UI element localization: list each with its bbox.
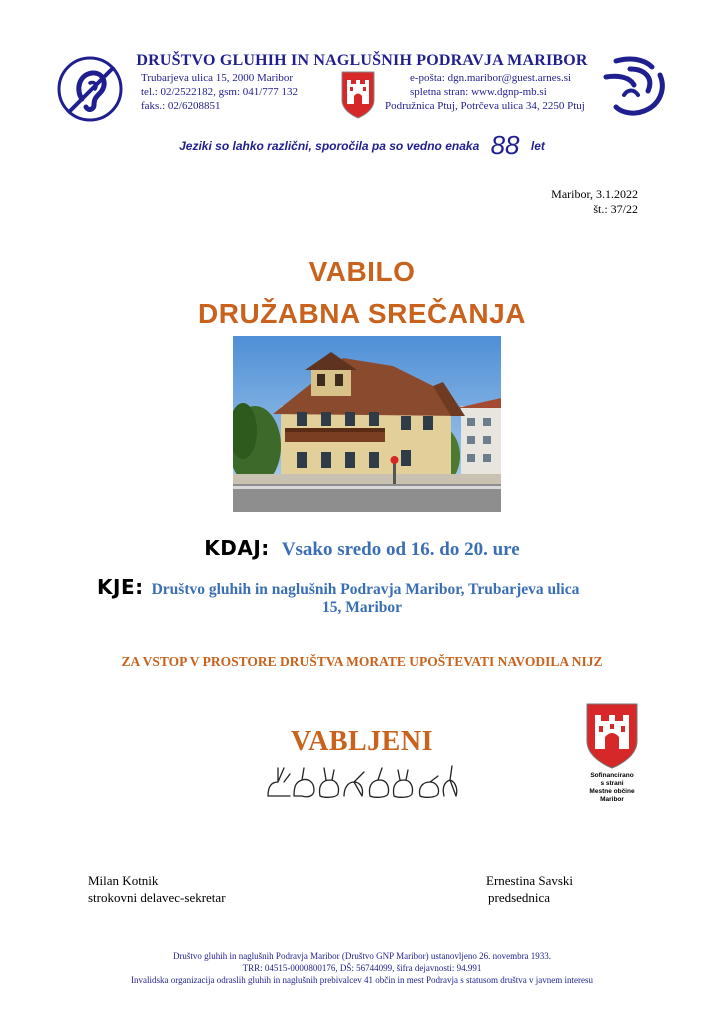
signatory-left-name: Milan Kotnik xyxy=(88,873,159,888)
header-address: Trubarjeva ulica 15, 2000 Maribor xyxy=(141,72,294,84)
cofinanced-line1: Sofinancirano xyxy=(590,772,634,779)
house-photo xyxy=(233,336,501,512)
header-branch: Podružnica Ptuj, Potrčeva ulica 34, 2250 Ptuj xyxy=(385,100,585,112)
signature-right xyxy=(486,872,573,906)
organization-name: DRUŠTVO GLUHIH IN NAGLUŠNIH PODRAVJA MARIBOR xyxy=(136,52,588,69)
welcome-text: VABLJENI xyxy=(291,726,433,757)
footer-line-2: TRR: 04515-0000800176, DŠ: 56744099, šifra dejavnosti: 94.991 xyxy=(242,963,482,973)
header-web: spletna stran: www.dgnp-mb.si xyxy=(410,86,547,98)
date-block xyxy=(551,187,638,217)
coat-of-arms-icon xyxy=(340,70,376,120)
signature-left xyxy=(88,872,226,906)
cofinanced-line3: Mestne občine xyxy=(589,788,635,795)
cofinanced-line2: s strani xyxy=(600,780,624,787)
signatory-right-role: predsednica xyxy=(488,890,551,905)
invitation-subtitle: DRUŽABNA SREČANJA xyxy=(198,298,526,329)
signatory-right-name: Ernestina Savski xyxy=(486,873,574,888)
motto-years: 88 xyxy=(490,130,520,160)
where-row xyxy=(97,575,579,599)
place-date: Maribor, 3.1.2022 xyxy=(551,187,638,201)
nijz-notice: ZA VSTOP V PROSTORE DRUŠTVA MORATE UPOŠTEVATI NAVODILA NIJZ xyxy=(121,654,603,669)
where-value-line1: Društvo gluhih in naglušnih Podravja Maribor, Trubarjeva ulica xyxy=(151,581,580,598)
footer-line-1: Društvo gluhih in naglušnih Podravja Maribor (Društvo GNP Maribor) ustanovljeno 26. novembra 1933. xyxy=(172,951,552,961)
when-label: KDAJ: xyxy=(204,536,270,560)
maribor-crest xyxy=(584,701,640,771)
motto xyxy=(0,130,724,161)
where-value-line2: 15, Maribor xyxy=(321,599,403,616)
cofinanced-line4: Maribor xyxy=(600,796,624,803)
when-row xyxy=(0,536,724,561)
signatory-left-role: strokovni delavec-sekretar xyxy=(88,890,226,905)
cofinanced-text xyxy=(580,772,644,804)
header-email: e-pošta: dgn.maribor@guest.arnes.si xyxy=(410,72,572,84)
header-fax: faks.: 02/6208851 xyxy=(141,100,221,112)
motto-text: Jeziki so lahko različni, sporočila pa so vedno enaka xyxy=(179,139,480,153)
motto-years-unit: let xyxy=(530,139,545,153)
document-number: št.: 37/22 xyxy=(593,202,638,216)
footer-line-3: Invalidska organizacija odraslih gluhih in naglušnih prebivalcev 41 občin in mest Podravja s statusom društva v javnem interesu xyxy=(131,975,593,985)
sign-language-hand-icon xyxy=(600,55,670,119)
fingerspelling-hands-icon xyxy=(264,760,460,804)
header-phone: tel.: 02/2522182, gsm: 041/777 132 xyxy=(141,86,299,98)
when-value: Vsako sredo od 16. do 20. ure xyxy=(281,539,520,560)
where-label: KJE: xyxy=(97,575,144,599)
invitation-title: VABILO xyxy=(308,256,416,287)
